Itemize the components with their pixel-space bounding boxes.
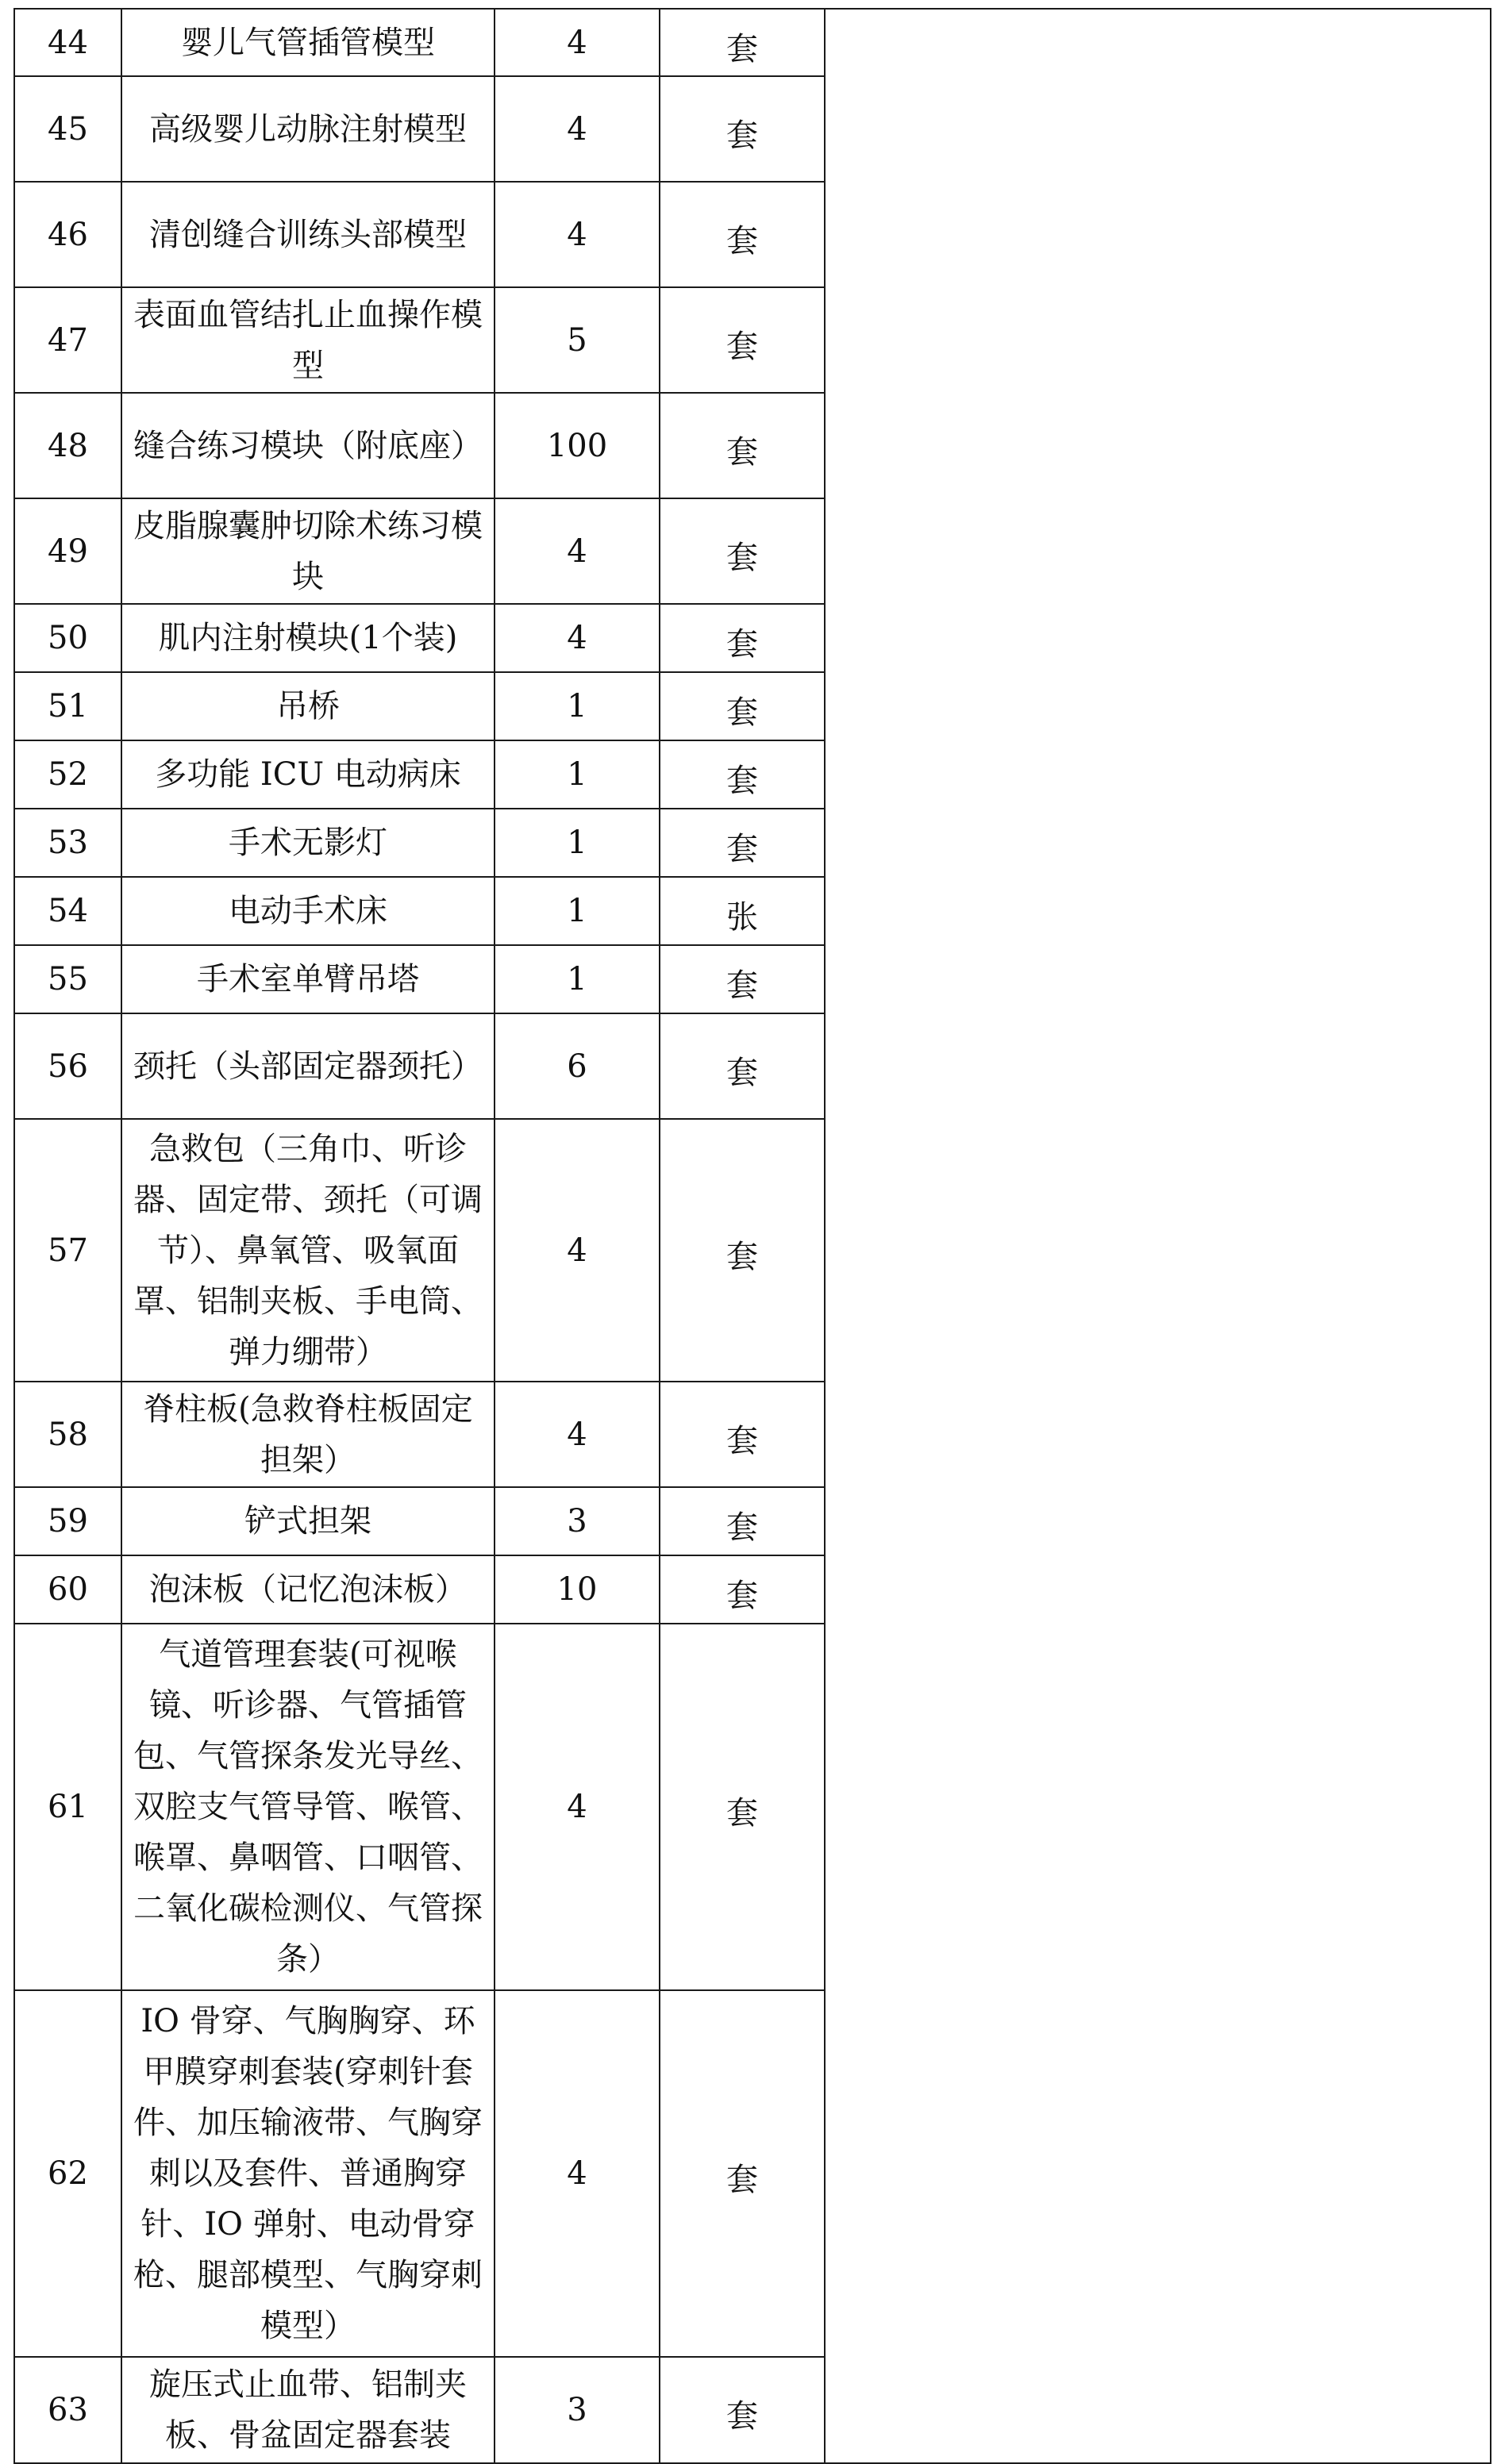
row-number: 60: [14, 1555, 121, 1624]
row-number: 56: [14, 1013, 121, 1119]
unit-text: 套: [726, 117, 758, 154]
item-unit: [660, 2357, 825, 2463]
item-name: 急救包（三角巾、听诊器、固定带、颈托（可调节）、鼻氧管、吸氧面罩、铝制夹板、手电筒、弹力绷带）: [121, 1119, 495, 1382]
item-quantity: 6: [495, 1013, 660, 1119]
item-name: 清创缝合训练头部模型: [121, 182, 495, 287]
row-number: 55: [14, 945, 121, 1013]
item-name: 电动手术床: [121, 877, 495, 945]
row-number: 52: [14, 740, 121, 809]
unit-text: 套: [726, 222, 758, 259]
item-unit: [660, 498, 825, 604]
item-unit: [660, 740, 825, 809]
item-unit: [660, 1624, 825, 1990]
unit-text: 套: [726, 30, 758, 67]
item-name: 表面血管结扎止血操作模型: [121, 287, 495, 393]
unit-text: 套: [726, 967, 758, 1004]
equipment-table-body: [14, 9, 1491, 2463]
item-unit: [660, 76, 825, 182]
item-quantity: 4: [495, 1382, 660, 1487]
item-unit: [660, 287, 825, 393]
item-quantity: 4: [495, 604, 660, 672]
item-quantity: 4: [495, 9, 660, 76]
item-quantity: 3: [495, 1487, 660, 1555]
item-quantity: 1: [495, 809, 660, 877]
unit-text: 套: [726, 2162, 758, 2198]
item-name: 缝合练习模块（附底座）: [121, 393, 495, 498]
row-number: 47: [14, 287, 121, 393]
unit-text: 套: [726, 1795, 758, 1832]
row-number: 62: [14, 1990, 121, 2357]
row-number: 61: [14, 1624, 121, 1990]
item-name: 手术室单臂吊塔: [121, 945, 495, 1013]
row-number: 46: [14, 182, 121, 287]
unit-text: 套: [726, 763, 758, 799]
item-quantity: 4: [495, 1990, 660, 2357]
row-number: 59: [14, 1487, 121, 1555]
unit-text: 套: [726, 1054, 758, 1091]
item-name: 铲式担架: [121, 1487, 495, 1555]
row-number: 58: [14, 1382, 121, 1487]
item-name: 气道管理套装(可视喉镜、听诊器、气管插管包、气管探条发光导丝、双腔支气管导管、喉管、喉罩、鼻咽管、口咽管、二氧化碳检测仪、气管探条）: [121, 1624, 495, 1990]
item-quantity: 4: [495, 76, 660, 182]
item-quantity: 4: [495, 182, 660, 287]
row-number: 44: [14, 9, 121, 76]
item-unit: [660, 1382, 825, 1487]
row-number: 45: [14, 76, 121, 182]
row-number: 54: [14, 877, 121, 945]
row-number: 50: [14, 604, 121, 672]
item-name: 旋压式止血带、铝制夹板、骨盆固定器套装: [121, 2357, 495, 2463]
item-unit: [660, 604, 825, 672]
item-unit: [660, 945, 825, 1013]
item-unit: [660, 1119, 825, 1382]
item-name: 多功能 ICU 电动病床: [121, 740, 495, 809]
unit-text: 套: [726, 626, 758, 663]
item-unit: [660, 393, 825, 498]
item-quantity: 4: [495, 498, 660, 604]
item-unit: [660, 809, 825, 877]
unit-text: 套: [726, 694, 758, 731]
item-name: 吊桥: [121, 672, 495, 740]
row-number: 49: [14, 498, 121, 604]
unit-text: 套: [726, 1422, 758, 1459]
item-unit: [660, 1013, 825, 1119]
item-unit: [660, 9, 825, 76]
item-unit: [660, 1990, 825, 2357]
unit-text: 套: [726, 539, 758, 576]
blank-remarks-column: [825, 9, 1491, 2463]
item-quantity: 1: [495, 877, 660, 945]
item-quantity: 1: [495, 672, 660, 740]
item-quantity: 100: [495, 393, 660, 498]
item-unit: [660, 1555, 825, 1624]
item-name: 手术无影灯: [121, 809, 495, 877]
unit-text: 套: [726, 433, 758, 471]
row-number: 63: [14, 2357, 121, 2463]
row-number: 48: [14, 393, 121, 498]
item-name: 颈托（头部固定器颈托）: [121, 1013, 495, 1119]
unit-text: 套: [726, 1578, 758, 1614]
row-number: 53: [14, 809, 121, 877]
item-unit: [660, 182, 825, 287]
item-quantity: 3: [495, 2357, 660, 2463]
item-name: 皮脂腺囊肿切除术练习模块: [121, 498, 495, 604]
equipment-table: [13, 8, 1491, 2464]
unit-text: 套: [726, 1238, 758, 1275]
unit-text: 张: [726, 899, 758, 936]
unit-text: 套: [726, 2398, 758, 2435]
item-name: 泡沫板（记忆泡沫板）: [121, 1555, 495, 1624]
item-unit: [660, 672, 825, 740]
item-unit: [660, 1487, 825, 1555]
item-unit: [660, 877, 825, 945]
item-quantity: 5: [495, 287, 660, 393]
item-quantity: 1: [495, 740, 660, 809]
item-name: 脊柱板(急救脊柱板固定担架）: [121, 1382, 495, 1487]
item-name: 高级婴儿动脉注射模型: [121, 76, 495, 182]
item-quantity: 10: [495, 1555, 660, 1624]
item-quantity: 1: [495, 945, 660, 1013]
unit-text: 套: [726, 1509, 758, 1546]
item-name: 肌内注射模块(1个装): [121, 604, 495, 672]
item-name: IO 骨穿、气胸胸穿、环甲膜穿刺套装(穿刺针套件、加压输液带、气胸穿刺以及套件、普通胸穿针、IO 弹射、电动骨穿枪、腿部模型、气胸穿刺模型）: [121, 1990, 495, 2357]
unit-text: 套: [726, 831, 758, 867]
unit-text: 套: [726, 328, 758, 365]
table-row: [14, 9, 1491, 76]
item-name: 婴儿气管插管模型: [121, 9, 495, 76]
row-number: 57: [14, 1119, 121, 1382]
item-quantity: 4: [495, 1119, 660, 1382]
item-quantity: 4: [495, 1624, 660, 1990]
row-number: 51: [14, 672, 121, 740]
